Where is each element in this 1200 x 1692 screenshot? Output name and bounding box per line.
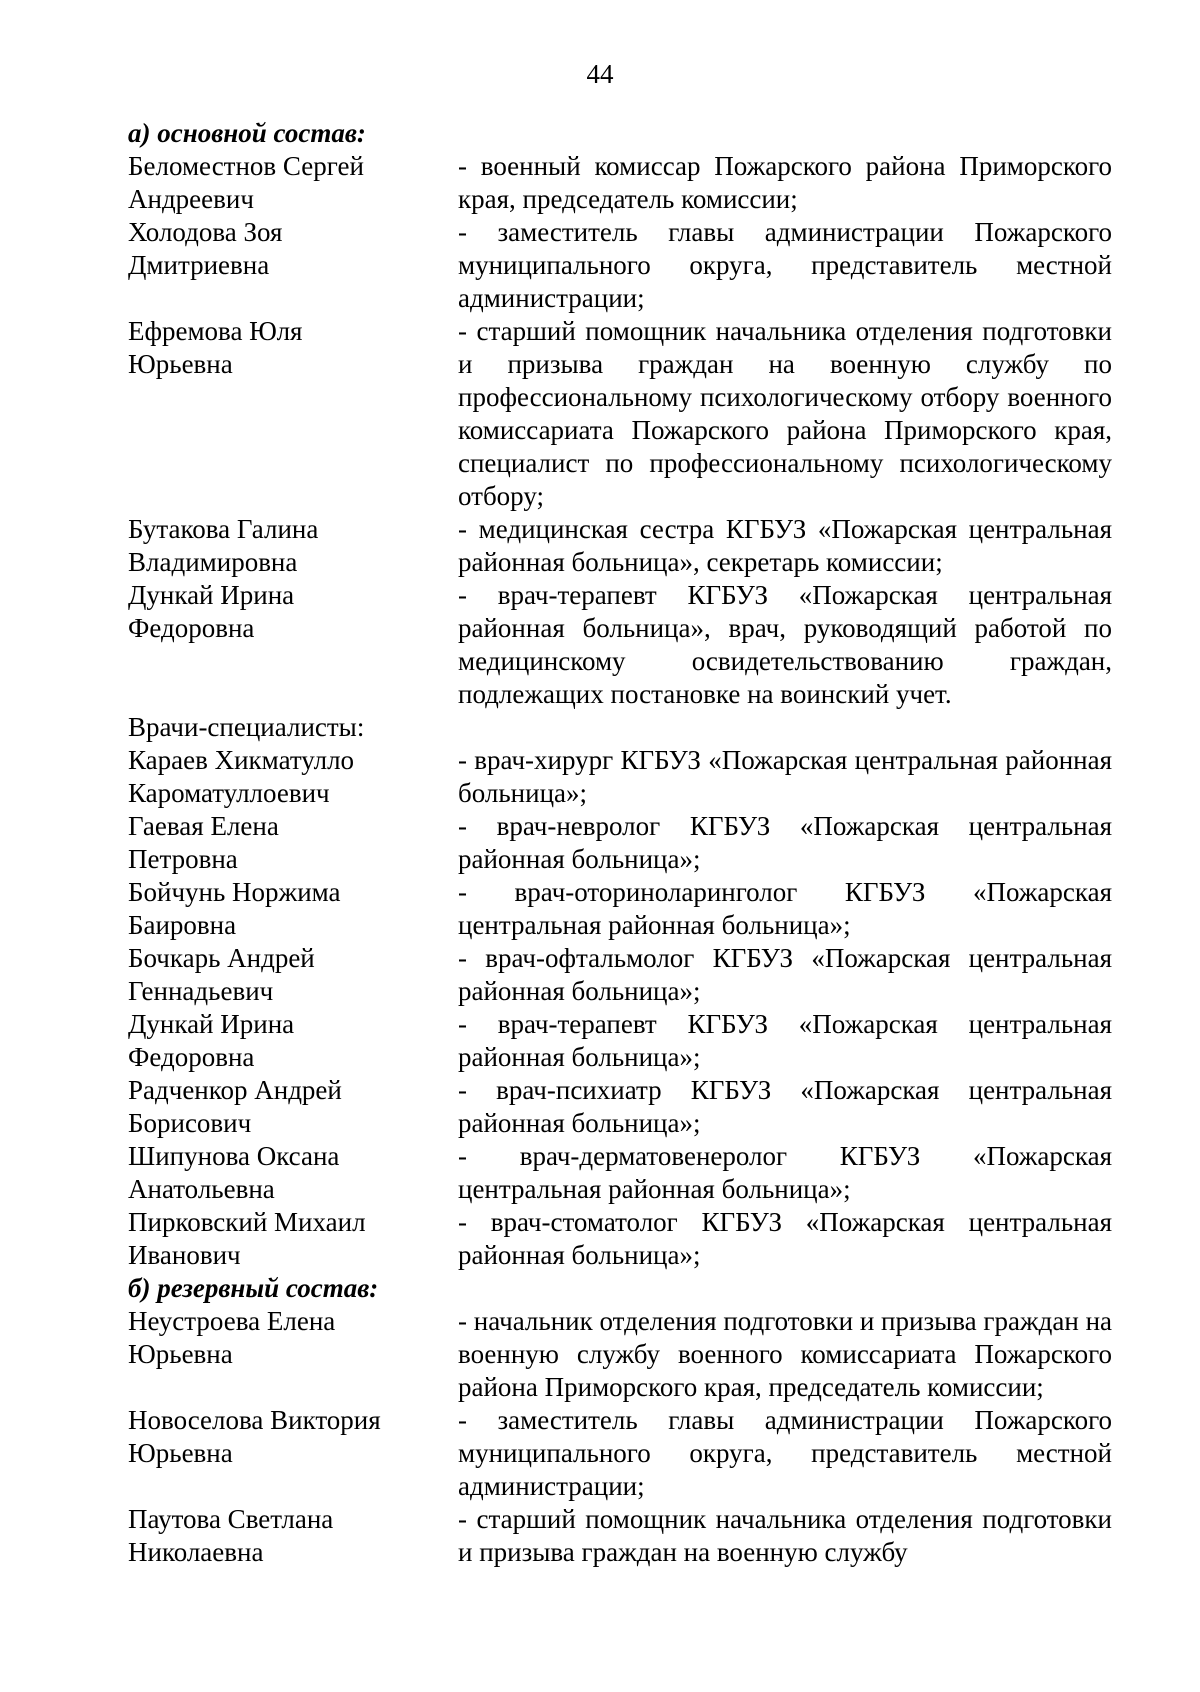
- member-row: [128, 513, 1112, 579]
- section-heading-main: а) основной состав:: [128, 118, 366, 148]
- member-role: - старший помощник начальника отделения подготовки и призыва граждан на военную службу: [458, 1504, 1112, 1567]
- member-role: - начальник отделения подготовки и призыва граждан на военную службу военного комиссариата Пожарского района Приморского края, председатель комиссии;: [458, 1306, 1112, 1402]
- page-number: 44: [586, 59, 614, 89]
- specialist-name: Гаевая Елена Петровна: [128, 811, 279, 874]
- specialist-role: - врач-дерматовенеролог КГБУЗ «Пожарская центральная районная больница»;: [458, 1141, 1112, 1204]
- specialist-row: [128, 1206, 1112, 1272]
- specialist-name: Бочкарь Андрей Геннадьевич: [128, 943, 315, 1006]
- specialist-row: [128, 942, 1112, 1008]
- specialist-row: [128, 1140, 1112, 1206]
- specialist-name: Радченкор Андрей Борисович: [128, 1075, 342, 1138]
- member-role: - старший помощник начальника отделения подготовки и призыва граждан на военную службу по профессиональному психологическому отбору военного комиссариата Пожарского района Приморского края, специалист по профессиональному психологическому отбору;: [458, 316, 1112, 511]
- member-name: Дункай Ирина Федоровна: [128, 580, 295, 643]
- member-name: Неустроева Елена Юрьевна: [128, 1306, 336, 1369]
- specialist-role: - врач-хирург КГБУЗ «Пожарская центральная районная больница»;: [458, 745, 1112, 808]
- specialist-name: Пирковский Михаил Иванович: [128, 1207, 366, 1270]
- specialist-row: [128, 876, 1112, 942]
- specialist-name: Дункай Ирина Федоровна: [128, 1009, 295, 1072]
- commission-composition: [128, 117, 1112, 1569]
- member-role: - медицинская сестра КГБУЗ «Пожарская центральная районная больница», секретарь комиссии;: [458, 514, 1112, 577]
- specialist-row: [128, 1008, 1112, 1074]
- member-name: Беломестнов Сергей Андреевич: [128, 151, 364, 214]
- specialist-role: - врач-невролог КГБУЗ «Пожарская центральная районная больница»;: [458, 811, 1112, 874]
- specialist-role: - врач-стоматолог КГБУЗ «Пожарская центральная районная больница»;: [458, 1207, 1112, 1270]
- member-name: Ефремова Юля Юрьевна: [128, 316, 303, 379]
- member-row: [128, 216, 1112, 315]
- section-heading-reserve: б) резервный состав:: [128, 1273, 379, 1303]
- specialist-role: - врач-терапевт КГБУЗ «Пожарская центральная районная больница»;: [458, 1009, 1112, 1072]
- reserve-member-row: [128, 1503, 1112, 1569]
- member-name: Новоселова Виктория Юрьевна: [128, 1405, 381, 1468]
- member-role: - врач-терапевт КГБУЗ «Пожарская центральная районная больница», врач, руководящий работой по медицинскому освидетельствованию граждан, подлежащих постановке на воинский учет.: [458, 580, 1112, 709]
- specialist-name: Бойчунь Норжима Баировна: [128, 877, 341, 940]
- member-row: [128, 150, 1112, 216]
- member-role: - заместитель главы администрации Пожарского муниципального округа, представитель местной администрации;: [458, 1405, 1112, 1501]
- specialists-label: Врачи-специалисты:: [128, 712, 365, 742]
- member-role: - заместитель главы администрации Пожарского муниципального округа, представитель местной администрации;: [458, 217, 1112, 313]
- specialist-row: [128, 810, 1112, 876]
- member-name: Холодова Зоя Дмитриевна: [128, 217, 283, 280]
- reserve-member-row: [128, 1404, 1112, 1503]
- specialist-name: Шипунова Оксана Анатольевна: [128, 1141, 340, 1204]
- member-name: Бутакова Галина Владимировна: [128, 514, 319, 577]
- member-name: Паутова Светлана Николаевна: [128, 1504, 334, 1567]
- member-role: - военный комиссар Пожарского района Приморского края, председатель комиссии;: [458, 151, 1112, 214]
- specialist-row: [128, 744, 1112, 810]
- specialist-name: Караев Хикматулло Кароматуллоевич: [128, 745, 355, 808]
- member-row: [128, 315, 1112, 513]
- specialist-role: - врач-оториноларинголог КГБУЗ «Пожарская центральная районная больница»;: [458, 877, 1112, 940]
- member-row: [128, 579, 1112, 711]
- specialist-role: - врач-офтальмолог КГБУЗ «Пожарская центральная районная больница»;: [458, 943, 1112, 1006]
- specialist-role: - врач-психиатр КГБУЗ «Пожарская центральная районная больница»;: [458, 1075, 1112, 1138]
- specialist-row: [128, 1074, 1112, 1140]
- reserve-member-row: [128, 1305, 1112, 1404]
